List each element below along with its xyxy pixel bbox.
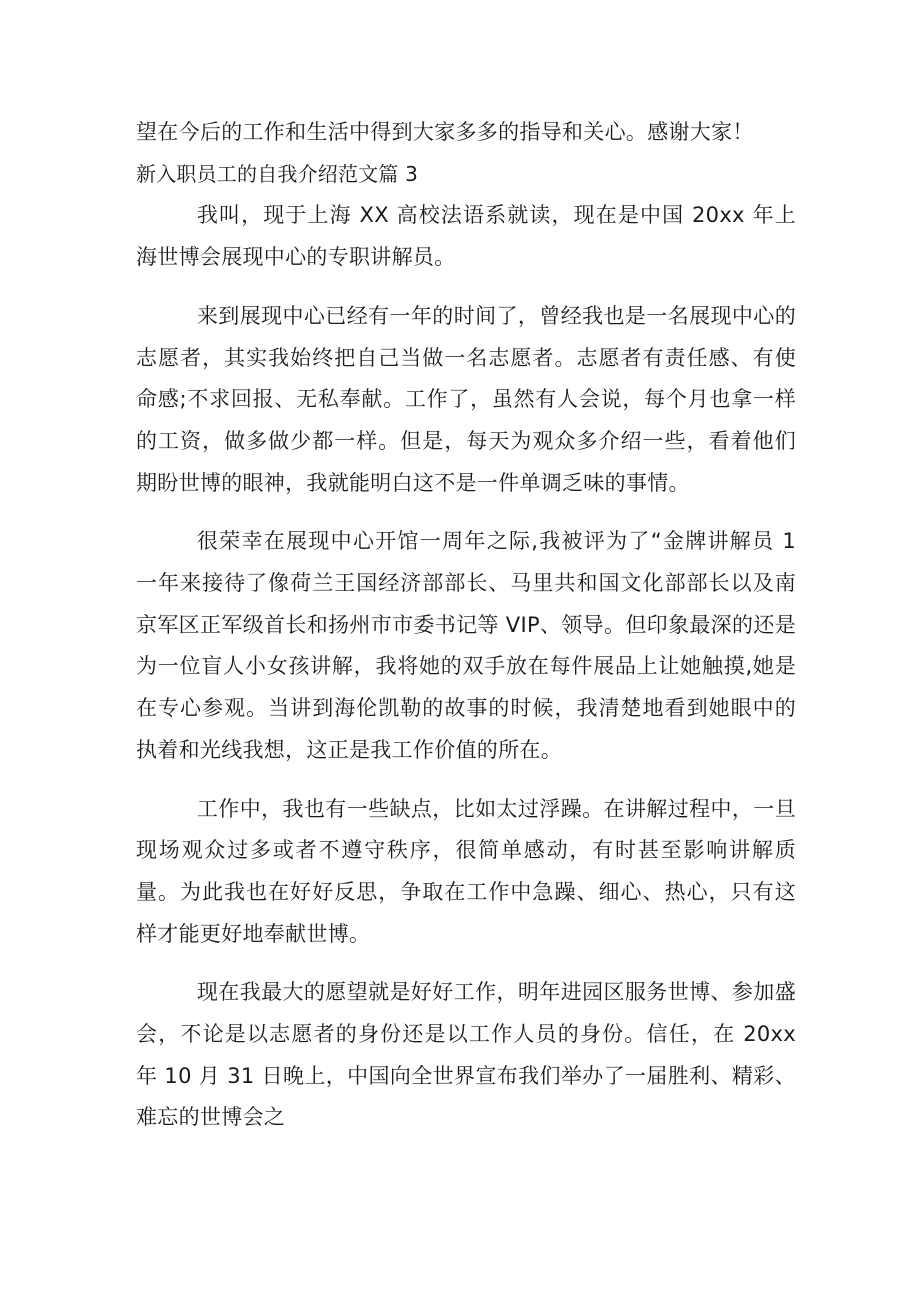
paragraph: 工作中，我也有一些缺点，比如太过浮躁。在讲解过程中，一旦现场观众过多或者不遵守秩序，很简单感动，有时甚至影响讲解质量。为此我也在好好反思，争取在工作中急躁、细心、热心，只有这样才能更好地奉献世博。 bbox=[136, 796, 796, 946]
document-body bbox=[136, 112, 796, 1139]
paragraph: 我叫，现于上海 XX 高校法语系就读，现在是中国 20xx 年上海世博会展现中心的专职讲解员。 bbox=[136, 203, 796, 270]
paragraph: 现在我最大的愿望就是好好工作，明年进园区服务世博、参加盛会，不论是以志愿者的身份还是以工作人员的身份。信任，在 20xx 年 10 月 31 日晚上，中国向全世界宣布我们举办了一届胜利、精彩、难忘的世博会之 bbox=[136, 980, 796, 1130]
paragraph: 来到展现中心已经有一年的时间了，曾经我也是一名展现中心的志愿者，其实我始终把自己当做一名志愿者。志愿者有责任感、有使命感;不求回报、无私奉献。工作了，虽然有人会说，每个月也拿一样的工资，做多做少都一样。但是，每天为观众多介绍一些，看着他们期盼世博的眼神，我就能明白这不是一件单调乏味的事情。 bbox=[136, 303, 796, 495]
paragraph-spacer bbox=[136, 279, 796, 296]
section-heading: 新入职员工的自我介绍范文篇 3 bbox=[136, 161, 419, 186]
carry-over-line: 望在今后的工作和生活中得到大家多多的指导和关心。感谢大家！ bbox=[136, 120, 754, 144]
paragraph-spacer bbox=[136, 772, 796, 789]
paragraph: 很荣幸在展现中心开馆一周年之际,我被评为了“金牌讲解员 1 一年来接待了像荷兰王国经济部部长、马里共和国文化部部长以及南京军区正军级首长和扬州市市委书记等 VIP、领导。但印象最深的还是为一位盲人小女孩讲解，我将她的双手放在每件展品上让她触摸,她是在专心参观。当讲到海伦凯勒的故事的时候，我清楚地看到她眼中的执着和光线我想，这正是我工作价值的所在。 bbox=[136, 529, 796, 762]
paragraph-spacer bbox=[136, 955, 796, 972]
paragraph-spacer bbox=[136, 504, 796, 521]
